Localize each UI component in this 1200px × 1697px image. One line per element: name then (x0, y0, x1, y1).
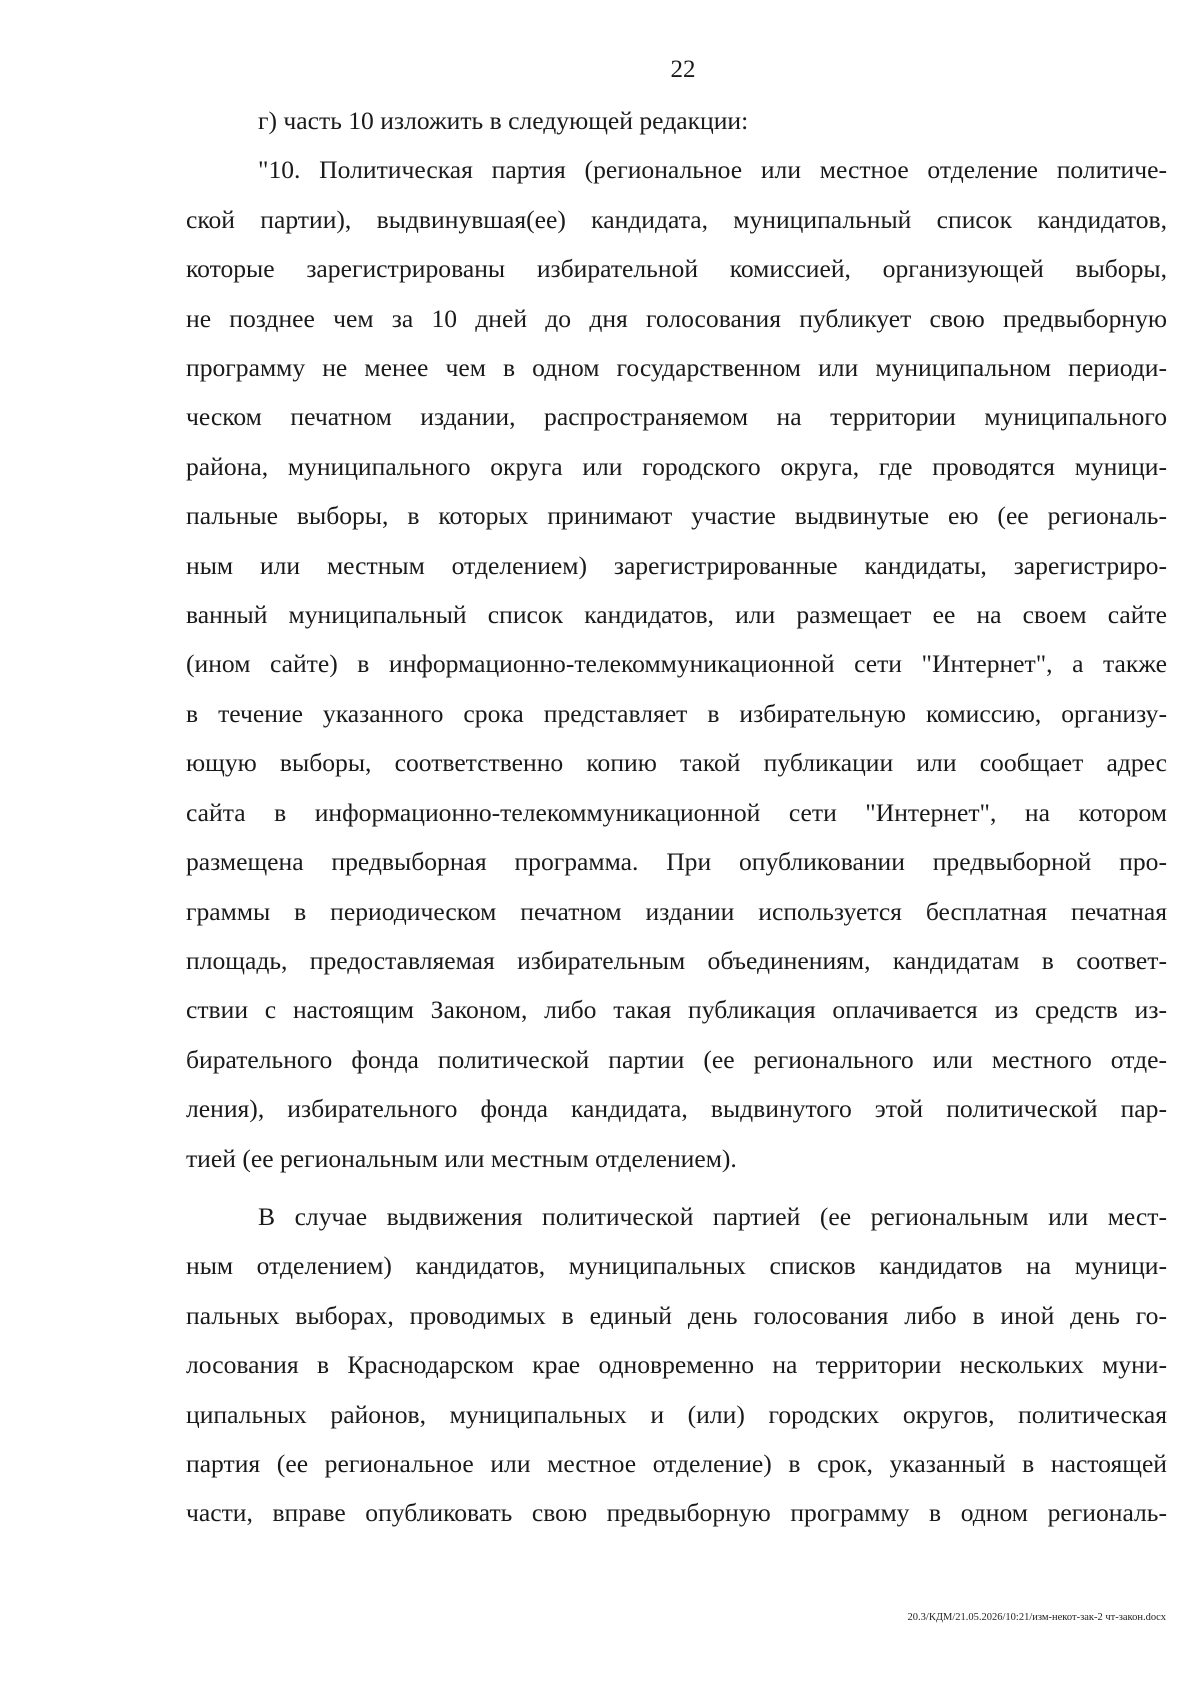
text-line: партия (ее региональное или местное отделение) в срок, указанный в настоящей (186, 1448, 1167, 1478)
paragraph-gap (186, 1183, 1167, 1192)
text-line: ципальных районов, муниципальных и (или) городских округов, политическая (186, 1399, 1167, 1429)
text-line: лосования в Краснодарском крае одновременно на территории нескольких муни- (186, 1350, 1167, 1380)
text-line: (ином сайте) в информационно-телекоммуникационной сети "Интернет", а также (186, 649, 1167, 679)
text-line: бирательного фонда политической партии (ее регионального или местного отде- (186, 1044, 1167, 1074)
text-line: размещена предвыборная программа. При опубликовании предвыборной про- (186, 847, 1167, 877)
text-line: района, муниципального округа или городского округа, где проводятся муници- (186, 451, 1167, 481)
text-line: тией (ее региональным или местным отделением). (186, 1143, 737, 1173)
text-line: пальные выборы, в которых принимают участие выдвинутые ею (ее региональ- (186, 501, 1167, 531)
text-line: ческом печатном издании, распространяемом на территории муниципального (186, 402, 1167, 432)
text-line: ным или местным отделением) зарегистрированные кандидаты, зарегистриро- (186, 550, 1167, 580)
text-line: ным отделением) кандидатов, муниципальных списков кандидатов на муници- (186, 1251, 1167, 1281)
text-line: не позднее чем за 10 дней до дня голосования публикует свою предвыборную (186, 303, 1167, 333)
text-line: ления), избирательного фонда кандидата, выдвинутого этой политической пар- (186, 1094, 1167, 1124)
text-line: которые зарегистрированы избирательной комиссией, организующей выборы, (186, 254, 1167, 284)
text-line: программу не менее чем в одном государственном или муниципальном периоди- (186, 353, 1167, 383)
text-line: пальных выборах, проводимых в единый день голосования либо в иной день го- (186, 1300, 1167, 1330)
page-number: 22 (670, 56, 696, 83)
text-line: площадь, предоставляемая избирательным объединениям, кандидатам в соответ- (186, 945, 1167, 975)
document-footer-code: 20.3/КДМ/21.05.2026/10:21/изм-некот-зак-2 чт-закон.docx (907, 1612, 1166, 1623)
text-line: В случае выдвижения политической партией (ее региональным или мест- (258, 1201, 1167, 1231)
text-line: в течение указанного срока представляет в избирательную комиссию, организу- (186, 698, 1167, 728)
text-line: ствии с настоящим Законом, либо такая публикация оплачивается из средств из- (186, 995, 1167, 1025)
text-line: ской партии), выдвинувшая(ее) кандидата, муниципальный список кандидатов, (186, 204, 1167, 234)
text-line: сайта в информационно-телекоммуникационной сети "Интернет", на котором (186, 797, 1167, 827)
text-line: "10. Политическая партия (региональное или местное отделение политиче- (258, 155, 1167, 185)
text-line: части, вправе опубликовать свою предвыборную программу в одном региональ- (186, 1498, 1167, 1528)
text-line: ванный муниципальный список кандидатов, или размещает ее на своем сайте (186, 600, 1167, 630)
document-body (186, 96, 1167, 1538)
text-line: ющую выборы, соответственно копию такой публикации или сообщает адрес (186, 748, 1167, 778)
text-line: граммы в периодическом печатном издании используется бесплатная печатная (186, 896, 1167, 926)
text-line: г) часть 10 изложить в следующей редакции: (258, 106, 749, 135)
